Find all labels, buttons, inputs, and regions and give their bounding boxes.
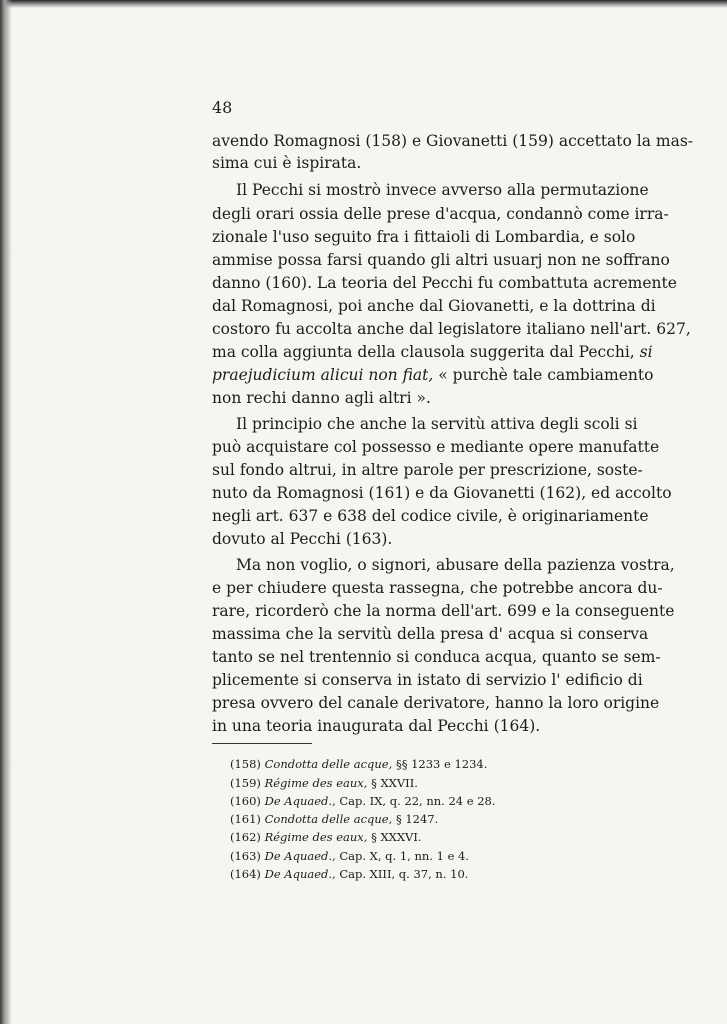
text-line: degli orari ossia delle prese d'acqua, condannò come irra- xyxy=(212,205,669,223)
italic-latin-phrase: si xyxy=(639,343,653,361)
footnote-ref: § XXXVI. xyxy=(371,830,422,844)
text-line: plicemente si conserva in istato di servizio l' edificio di xyxy=(212,671,643,689)
footnote xyxy=(230,757,487,772)
footnote-title: De Aquaed., xyxy=(264,794,336,808)
text-segment: ma colla aggiunta della clausola suggerita dal Pecchi, xyxy=(212,343,635,361)
footnote-number: (162) xyxy=(230,830,261,844)
footnote xyxy=(230,867,468,882)
footnote-title: Régime des eaux, xyxy=(264,776,368,790)
footnote-number: (160) xyxy=(230,794,261,808)
text-line: sul fondo altrui, in altre parole per prescrizione, soste- xyxy=(212,461,643,479)
text-line: costoro fu accolta anche dal legislatore italiano nell'art. 627, xyxy=(212,320,691,338)
text-line: nuto da Romagnosi (161) e da Giovanetti (162), ed accolto xyxy=(212,484,672,502)
text-segment: « purchè tale cambiamento xyxy=(438,366,654,384)
footnote xyxy=(230,849,469,864)
scan-edge-left xyxy=(0,0,12,1024)
text-line: dovuto al Pecchi (163). xyxy=(212,530,393,548)
footnote-number: (159) xyxy=(230,776,261,790)
text-line: tanto se nel trentennio si conduca acqua, quanto se sem- xyxy=(212,648,661,666)
footnote-title: Condotta delle acque, xyxy=(264,757,393,771)
text-line: avendo Romagnosi (158) e Giovanetti (159) accettato la mas- xyxy=(212,132,694,150)
text-line: ammise possa farsi quando gli altri usuarj non ne soffrano xyxy=(212,251,670,269)
footnote xyxy=(230,812,438,827)
text-line: in una teoria inaugurata dal Pecchi (164). xyxy=(212,717,541,735)
text-line: negli art. 637 e 638 del codice civile, è originariamente xyxy=(212,507,649,525)
footnote-title: Régime des eaux, xyxy=(264,830,368,844)
footnote xyxy=(230,794,496,809)
footnote-title: De Aquaed., xyxy=(264,867,336,881)
paragraph-start: Ma non voglio, o signori, abusare della pazienza vostra, xyxy=(236,556,675,574)
footnote-number: (164) xyxy=(230,867,261,881)
text-line: dal Romagnosi, poi anche dal Giovanetti, e la dottrina di xyxy=(212,297,656,315)
footnote-number: (163) xyxy=(230,849,261,863)
text-line: presa ovvero del canale derivatore, hanno la loro origine xyxy=(212,694,660,712)
footnote-ref: § 1247. xyxy=(395,812,439,826)
footnote-ref: Cap. X, q. 1, nn. 1 e 4. xyxy=(339,849,469,863)
page-number: 48 xyxy=(212,98,233,117)
text-line: rare, ricorderò che la norma dell'art. 699 e la conseguente xyxy=(212,602,675,620)
text-line: massima che la servitù della presa d' acqua si conserva xyxy=(212,625,649,643)
text-line-with-italic xyxy=(212,342,653,362)
text-line: sima cui è ispirata. xyxy=(212,154,362,172)
paragraph-start: Il Pecchi si mostrò invece avverso alla permutazione xyxy=(236,181,649,199)
scan-edge-top xyxy=(0,0,727,8)
footnote-number: (161) xyxy=(230,812,261,826)
footnote-ref: Cap. XIII, q. 37, n. 10. xyxy=(339,867,469,881)
footnote-title: Condotta delle acque, xyxy=(264,812,393,826)
italic-latin-phrase: praejudicium alicui non fiat, xyxy=(212,366,434,384)
text-line: non rechi danno agli altri ». xyxy=(212,389,431,407)
footnote xyxy=(230,830,422,845)
text-line-with-italic xyxy=(212,365,654,385)
footnote-ref: §§ 1233 e 1234. xyxy=(395,757,488,771)
footnote-number: (158) xyxy=(230,757,261,771)
text-line: e per chiudere questa rassegna, che potrebbe ancora du- xyxy=(212,579,663,597)
footnote-divider xyxy=(212,743,312,744)
text-line: zionale l'uso seguito fra i fittaioli di Lombardia, e solo xyxy=(212,228,636,246)
text-line: può acquistare col possesso e mediante opere manufatte xyxy=(212,438,660,456)
footnote-ref: § XXVII. xyxy=(371,776,418,790)
footnote-ref: Cap. IX, q. 22, nn. 24 e 28. xyxy=(339,794,496,808)
text-line: danno (160). La teoria del Pecchi fu combattuta acremente xyxy=(212,274,677,292)
footnote xyxy=(230,776,418,791)
paragraph-start: Il principio che anche la servitù attiva degli scoli si xyxy=(236,415,638,433)
footnote-title: De Aquaed., xyxy=(264,849,336,863)
